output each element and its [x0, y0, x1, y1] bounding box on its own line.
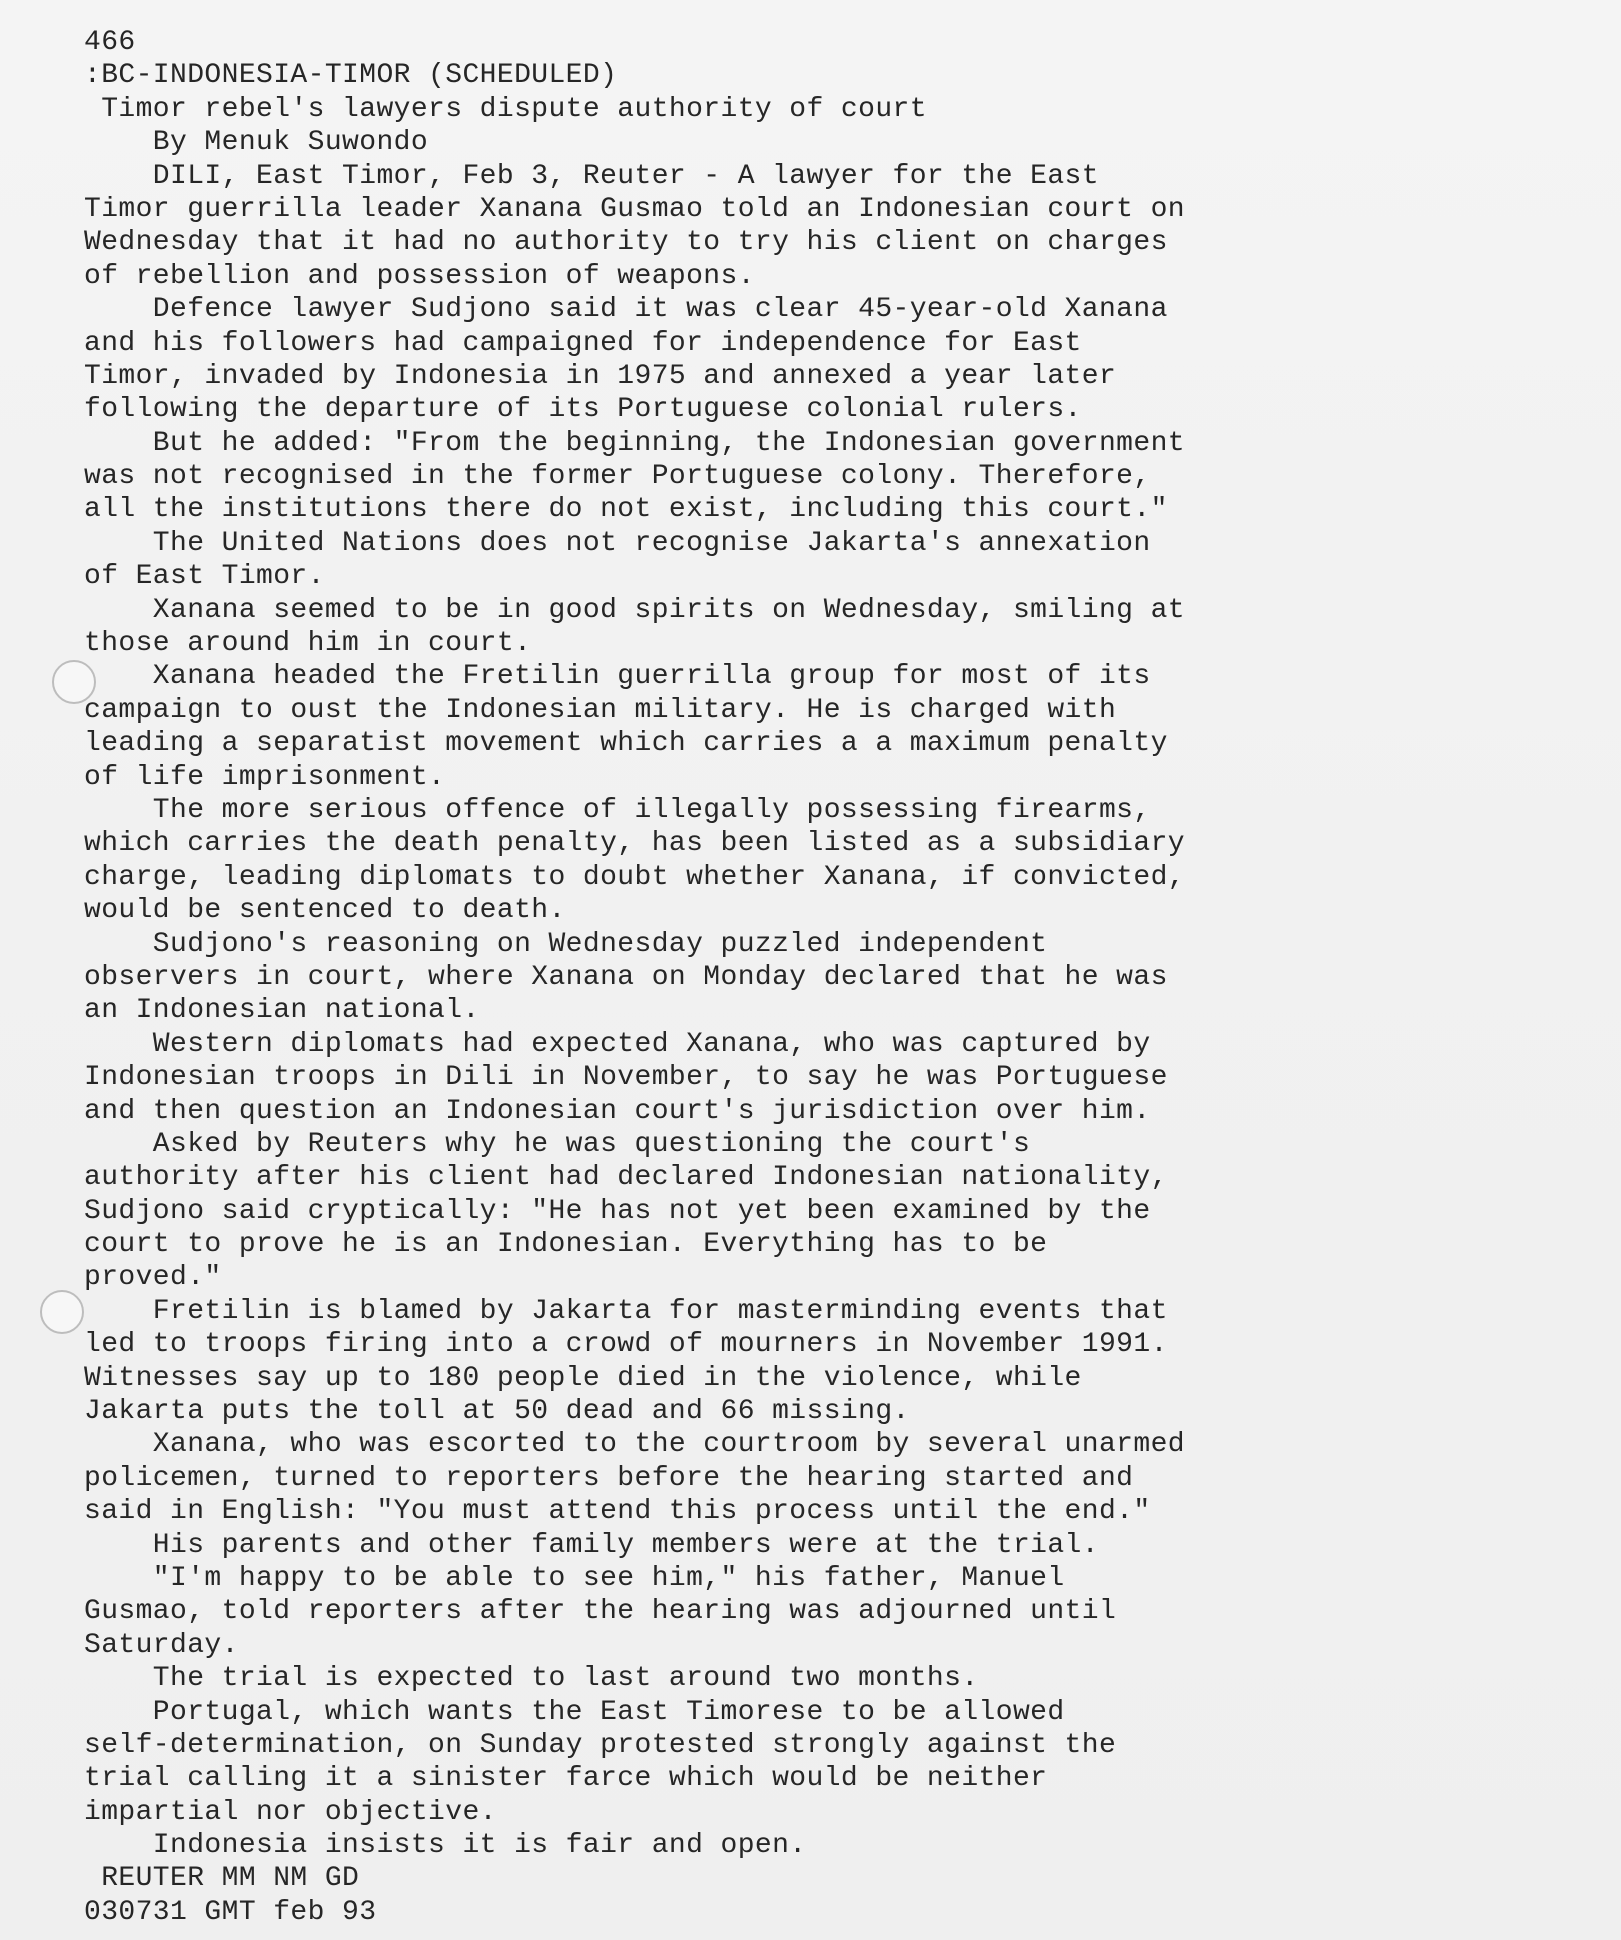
- body-line: policemen, turned to reporters before the hearing started and: [84, 1462, 1134, 1494]
- body-line: Xanana headed the Fretilin guerrilla group for most of its: [84, 661, 1151, 693]
- body-line: The United Nations does not recognise Jakarta's annexation: [84, 527, 1151, 559]
- body-line: Fretilin is blamed by Jakarta for masterminding events that: [84, 1295, 1168, 1327]
- body-line: Xanana, who was escorted to the courtroom by several unarmed: [84, 1429, 1185, 1461]
- body-line: Western diplomats had expected Xanana, who was captured by: [84, 1028, 1151, 1060]
- body-line: Indonesian troops in Dili in November, to say he was Portuguese: [84, 1062, 1168, 1094]
- body-line: all the institutions there do not exist, including this court.": [84, 494, 1168, 526]
- body-line: Indonesia insists it is fair and open.: [84, 1830, 807, 1862]
- body-line: Saturday.: [84, 1629, 239, 1661]
- body-line: Xanana seemed to be in good spirits on Wednesday, smiling at: [84, 594, 1185, 626]
- body-line: impartial nor objective.: [84, 1796, 497, 1828]
- body-line: But he added: "From the beginning, the Indonesian government: [84, 427, 1185, 459]
- body-line: Timor guerrilla leader Xanana Gusmao told an Indonesian court on: [84, 193, 1185, 225]
- body-line: proved.": [84, 1262, 222, 1294]
- body-line: led to troops firing into a crowd of mourners in November 1991.: [84, 1329, 1168, 1361]
- body-line: His parents and other family members were at the trial.: [84, 1529, 1099, 1561]
- body-line: following the departure of its Portuguese colonial rulers.: [84, 394, 1082, 426]
- body-line: Asked by Reuters why he was questioning the court's: [84, 1128, 1031, 1160]
- punch-hole-mark: [40, 1290, 84, 1334]
- body-line: of life imprisonment.: [84, 761, 446, 793]
- body-line: of East Timor.: [84, 561, 325, 593]
- headline: Timor rebel's lawyers dispute authority of court: [84, 93, 927, 125]
- body-line: of rebellion and possession of weapons.: [84, 260, 755, 292]
- body-line: charge, leading diplomats to doubt whether Xanana, if convicted,: [84, 861, 1185, 893]
- body-line: Wednesday that it had no authority to try his client on charges: [84, 227, 1168, 259]
- timestamp: 030731 GMT feb 93: [84, 1896, 377, 1928]
- body-line: self-determination, on Sunday protested strongly against the: [84, 1729, 1117, 1761]
- body-line: Witnesses say up to 180 people died in the violence, while: [84, 1362, 1082, 1394]
- body-line: Timor, invaded by Indonesia in 1975 and annexed a year later: [84, 360, 1117, 392]
- body-line: observers in court, where Xanana on Monday declared that he was: [84, 961, 1168, 993]
- body-line: Defence lawyer Sudjono said it was clear 45-year-old Xanana: [84, 294, 1168, 326]
- slug-line: :BC-INDONESIA-TIMOR (SCHEDULED): [84, 60, 618, 92]
- byline: By Menuk Suwondo: [84, 127, 429, 159]
- body-line: leading a separatist movement which carries a a maximum penalty: [84, 728, 1168, 760]
- body-line: and his followers had campaigned for independence for East: [84, 327, 1082, 359]
- body-line: and then question an Indonesian court's jurisdiction over him.: [84, 1095, 1151, 1127]
- body-line: trial calling it a sinister farce which would be neither: [84, 1763, 1048, 1795]
- body-line: campaign to oust the Indonesian military. He is charged with: [84, 694, 1117, 726]
- body-line: Portugal, which wants the East Timorese to be allowed: [84, 1696, 1065, 1728]
- body-line: said in English: "You must attend this process until the end.": [84, 1496, 1151, 1528]
- body-line: Jakarta puts the toll at 50 dead and 66 missing.: [84, 1396, 910, 1428]
- body-line: an Indonesian national.: [84, 995, 480, 1027]
- body-line: authority after his client had declared Indonesian nationality,: [84, 1162, 1168, 1194]
- body-line: DILI, East Timor, Feb 3, Reuter - A lawyer for the East: [84, 160, 1099, 192]
- body-line: Sudjono said cryptically: "He has not yet been examined by the: [84, 1195, 1151, 1227]
- sign-off: REUTER MM NM GD: [84, 1863, 360, 1895]
- body-line: The more serious offence of illegally possessing firearms,: [84, 794, 1151, 826]
- body-line: Gusmao, told reporters after the hearing was adjourned until: [84, 1596, 1117, 1628]
- body-line: "I'm happy to be able to see him," his father, Manuel: [84, 1562, 1065, 1594]
- page-number: 466: [84, 27, 136, 58]
- body-line: The trial is expected to last around two months.: [84, 1663, 979, 1695]
- body-line: would be sentenced to death.: [84, 895, 566, 927]
- body-line: Sudjono's reasoning on Wednesday puzzled independent: [84, 928, 1048, 960]
- body-line: was not recognised in the former Portuguese colony. Therefore,: [84, 461, 1151, 493]
- wire-story-text: [84, 26, 1584, 1929]
- body-line: court to prove he is an Indonesian. Everything has to be: [84, 1229, 1048, 1261]
- body-line: which carries the death penalty, has been listed as a subsidiary: [84, 828, 1185, 860]
- body-line: those around him in court.: [84, 628, 532, 660]
